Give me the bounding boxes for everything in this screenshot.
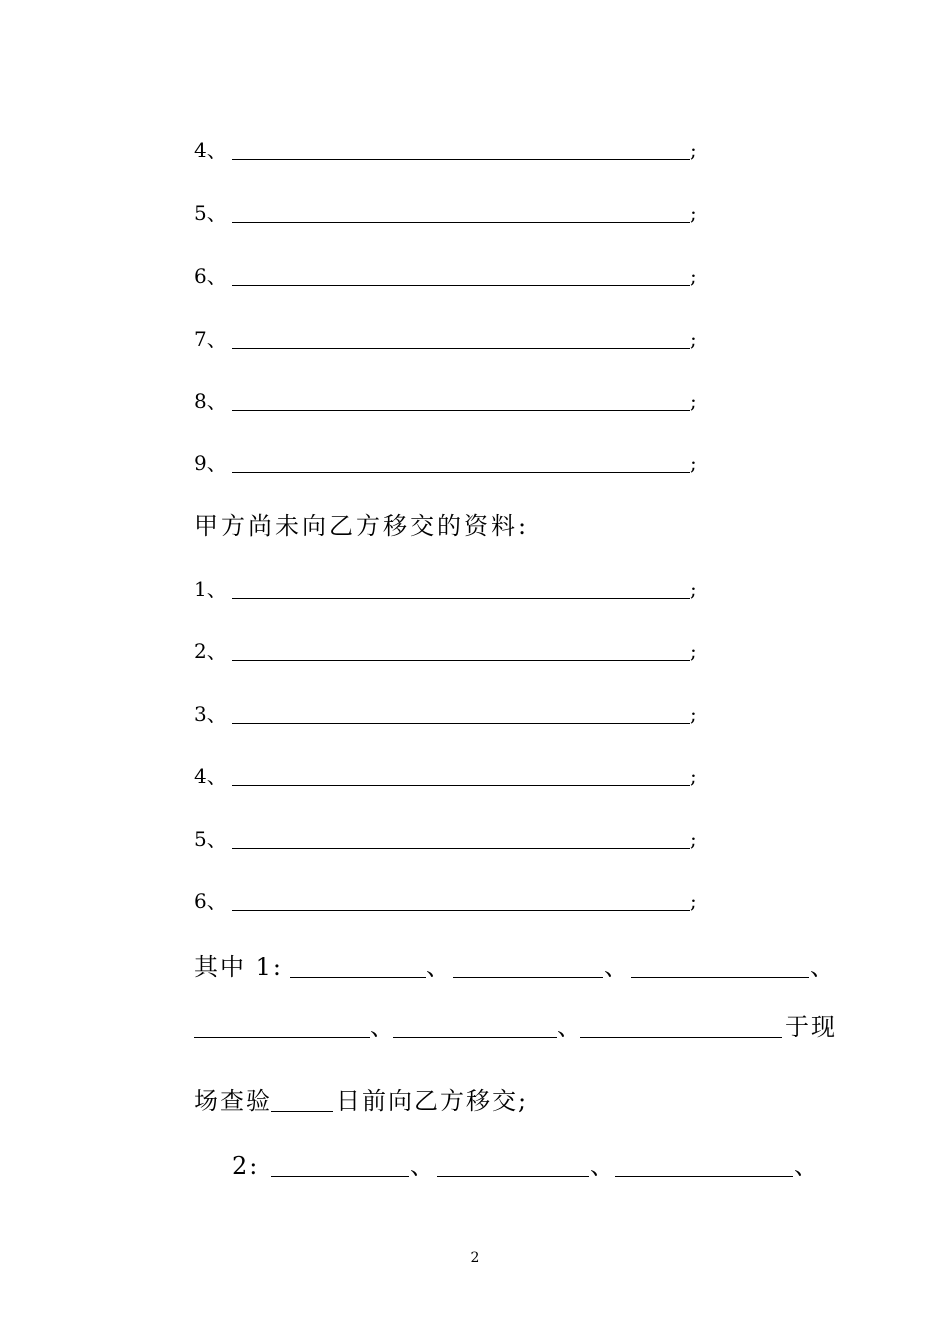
separator: 、 (794, 1152, 820, 1180)
clause-lead: 其中 1: (194, 953, 283, 981)
fill-in-blank (271, 1176, 409, 1177)
separator: 、 (604, 953, 630, 981)
list-item (194, 138, 697, 162)
item-number: 2、 (194, 639, 227, 663)
item-semicolon: ; (690, 827, 697, 851)
paragraph-line-4 (0, 1154, 950, 1184)
item-semicolon: ; (690, 138, 697, 162)
fill-in-blank (393, 1037, 557, 1038)
fill-in-blank (232, 222, 690, 223)
list-item (194, 764, 697, 788)
separator: 、 (410, 1152, 436, 1180)
item-number: 6、 (194, 889, 227, 913)
clause-lead: 2: (232, 1152, 260, 1180)
list-item (194, 451, 697, 475)
item-semicolon: ; (690, 702, 697, 726)
list-item (194, 702, 697, 726)
item-number: 4、 (194, 138, 227, 162)
fill-in-blank (232, 848, 690, 849)
clause-tail: 日前向乙方移交; (336, 1087, 529, 1115)
list-item (194, 639, 697, 663)
fill-in-blank (232, 159, 690, 160)
fill-in-blank (437, 1176, 589, 1177)
item-semicolon: ; (690, 577, 697, 601)
list-item (194, 264, 697, 288)
list-item (194, 577, 697, 601)
paragraph-line-1 (0, 955, 950, 985)
item-semicolon: ; (690, 201, 697, 225)
item-number: 5、 (194, 827, 227, 851)
fill-in-blank (271, 1111, 333, 1112)
fill-in-blank (232, 660, 690, 661)
item-number: 7、 (194, 327, 227, 351)
fill-in-blank (232, 348, 690, 349)
fill-in-blank (290, 977, 426, 978)
item-semicolon: ; (690, 764, 697, 788)
fill-in-blank (232, 472, 690, 473)
item-number: 1、 (194, 577, 227, 601)
item-semicolon: ; (690, 451, 697, 475)
separator: 、 (557, 1013, 583, 1041)
fill-in-blank (232, 410, 690, 411)
section-heading: 甲方尚未向乙方移交的资料: (194, 512, 530, 540)
fill-in-blank (232, 910, 690, 911)
item-number: 4、 (194, 764, 227, 788)
separator: 、 (426, 953, 452, 981)
item-number: 8、 (194, 389, 227, 413)
separator: 、 (810, 953, 836, 981)
list-item (194, 827, 697, 851)
item-semicolon: ; (690, 639, 697, 663)
paragraph-line-3 (0, 1089, 950, 1119)
list-item (194, 201, 697, 225)
paragraph-line-2 (0, 1015, 950, 1045)
item-number: 3、 (194, 702, 227, 726)
fill-in-blank (615, 1176, 793, 1177)
list-item (194, 389, 697, 413)
clause-tail: 于现 (785, 1013, 837, 1041)
page-number: 2 (470, 1250, 480, 1266)
fill-in-blank (631, 977, 809, 978)
separator: 、 (590, 1152, 616, 1180)
fill-in-blank (580, 1037, 782, 1038)
clause-lead: 场查验 (194, 1087, 272, 1115)
fill-in-blank (453, 977, 603, 978)
item-semicolon: ; (690, 389, 697, 413)
separator: 、 (370, 1013, 396, 1041)
fill-in-blank (194, 1037, 370, 1038)
list-item (194, 889, 697, 913)
item-number: 6、 (194, 264, 227, 288)
list-item (194, 327, 697, 351)
fill-in-blank (232, 598, 690, 599)
item-number: 5、 (194, 201, 227, 225)
item-number: 9、 (194, 451, 227, 475)
item-semicolon: ; (690, 889, 697, 913)
fill-in-blank (232, 285, 690, 286)
fill-in-blank (232, 785, 690, 786)
item-semicolon: ; (690, 264, 697, 288)
fill-in-blank (232, 723, 690, 724)
item-semicolon: ; (690, 327, 697, 351)
